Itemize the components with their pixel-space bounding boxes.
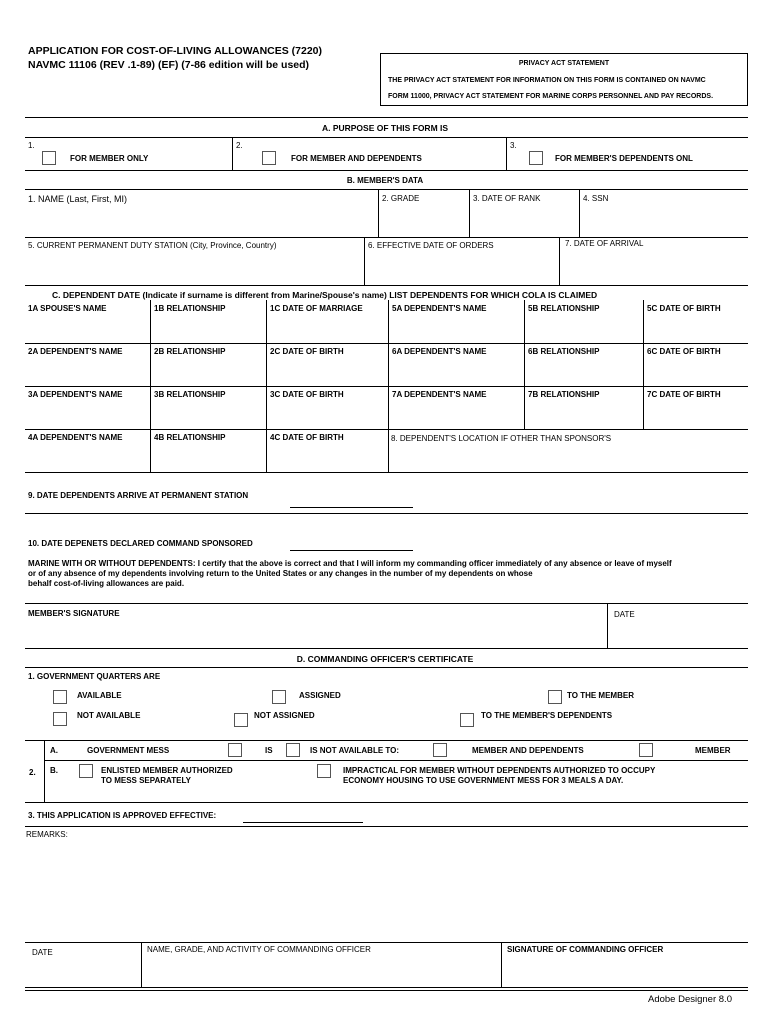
enlisted-mess-checkbox[interactable] — [79, 764, 93, 778]
dependents-only-label: FOR MEMBER'S DEPENDENTS ONL — [555, 154, 693, 163]
date-of-rank-field[interactable]: 3. DATE OF RANK — [473, 194, 541, 203]
to-dependents-checkbox[interactable] — [460, 713, 474, 727]
dependent-6-relationship-field[interactable]: 6B RELATIONSHIP — [528, 347, 600, 356]
form-title: APPLICATION FOR COST-OF-LIVING ALLOWANCES (7220) — [28, 45, 323, 57]
dependent-5-name-field[interactable]: 5A DEPENDENT'S NAME — [392, 304, 487, 313]
privacy-title: PRIVACY ACT STATEMENT — [518, 60, 610, 67]
purpose-3-number: 3. — [510, 141, 517, 150]
certification-line-2: or of any absence of my dependents involving return to the United States or any changes in the number of my dependents on whose — [28, 569, 533, 578]
dependent-2-relationship-field[interactable]: 2B RELATIONSHIP — [154, 347, 226, 356]
spouse-name-field[interactable]: 1A SPOUSE'S NAME — [28, 304, 107, 313]
co-signature-field[interactable]: SIGNATURE OF COMMANDING OFFICER — [507, 945, 664, 954]
quarters-not-assigned-label: NOT ASSIGNED — [254, 711, 315, 720]
quarters-available-checkbox[interactable] — [53, 690, 67, 704]
enlisted-line-1: ENLISTED MEMBER AUTHORIZED — [101, 766, 233, 775]
certification-line-1: MARINE WITH OR WITHOUT DEPENDENTS: I certify that the above is correct and that I will inform my commanding officer immediately of any absence or leave of myself — [28, 559, 672, 568]
quarters-available-label: AVAILABLE — [77, 691, 122, 700]
member-signature-field[interactable]: MEMBER'S SIGNATURE — [28, 609, 120, 618]
member-mess-label: MEMBER — [695, 746, 731, 755]
member-and-dependents-label: FOR MEMBER AND DEPENDENTS — [291, 154, 422, 163]
quarters-not-assigned-checkbox[interactable] — [234, 713, 248, 727]
mess-is-not-checkbox[interactable] — [286, 743, 300, 757]
quarters-not-available-label: NOT AVAILABLE — [77, 711, 141, 720]
item-10-input-line[interactable] — [290, 550, 413, 551]
section-d-title: D. COMMANDING OFFICER'S CERTIFICATE — [296, 654, 474, 664]
privacy-act-box — [380, 53, 748, 106]
approved-effective-label: 3. THIS APPLICATION IS APPROVED EFFECTIVE: — [28, 811, 217, 820]
to-dependents-label: TO THE MEMBER'S DEPENDENTS — [481, 711, 613, 720]
quarters-assigned-checkbox[interactable] — [272, 690, 286, 704]
impractical-line-2: ECONOMY HOUSING TO USE GOVERNMENT MESS FOR 3 MEALS A DAY. — [343, 776, 624, 785]
dependent-5-relationship-field[interactable]: 5B RELATIONSHIP — [528, 304, 600, 313]
arrival-date-field[interactable]: 7. DATE OF ARRIVAL — [565, 239, 644, 248]
member-mess-checkbox[interactable] — [639, 743, 653, 757]
privacy-line-1: THE PRIVACY ACT STATEMENT FOR INFORMATION ON THIS FORM IS CONTAINED ON NAVMC — [388, 77, 706, 84]
item-9-label: 9. DATE DEPENDENTS ARRIVE AT PERMANENT STATION — [28, 491, 249, 500]
quarters-assigned-label: ASSIGNED — [299, 691, 341, 700]
member-signature-date-field[interactable]: DATE — [614, 610, 635, 619]
impractical-checkbox[interactable] — [317, 764, 331, 778]
item-10-label: 10. DATE DEPENETS DECLARED COMMAND SPONSORED — [28, 539, 253, 548]
item-9-input-line[interactable] — [290, 507, 413, 508]
co-name-grade-field[interactable]: NAME, GRADE, AND ACTIVITY OF COMMANDING OFFICER — [147, 945, 371, 954]
member-and-dependents-mess-label: MEMBER AND DEPENDENTS — [472, 746, 584, 755]
item-2b-letter: B. — [50, 766, 58, 775]
remarks-field[interactable]: REMARKS: — [26, 830, 68, 839]
certification-line-3: behalf cost-of-living allowances are paid. — [28, 579, 185, 588]
enlisted-line-2: TO MESS SEPARATELY — [101, 776, 191, 785]
dependent-7-relationship-field[interactable]: 7B RELATIONSHIP — [528, 390, 600, 399]
dependent-7-name-field[interactable]: 7A DEPENDENT'S NAME — [392, 390, 487, 399]
purpose-2-number: 2. — [236, 141, 243, 150]
item-2a-letter: A. — [50, 746, 58, 755]
purpose-1-number: 1. — [28, 141, 35, 150]
mess-is-checkbox[interactable] — [228, 743, 242, 757]
section-c-title: C. DEPENDENT DATE (Indicate if surname is different from Marine/Spouse's name) LIST DEPENDENTS FOR WHICH COLA IS CLAIMED — [52, 290, 598, 300]
member-only-label: FOR MEMBER ONLY — [70, 154, 149, 163]
dependents-only-checkbox[interactable] — [529, 151, 543, 165]
member-and-dependents-mess-checkbox[interactable] — [433, 743, 447, 757]
privacy-line-2: FORM 11000, PRIVACY ACT STATEMENT FOR MARINE CORPS PERSONNEL AND PAY RECORDS. — [388, 93, 714, 100]
name-field[interactable]: 1. NAME (Last, First, MI) — [28, 194, 128, 204]
to-member-checkbox[interactable] — [548, 690, 562, 704]
dependent-3-relationship-field[interactable]: 3B RELATIONSHIP — [154, 390, 226, 399]
dependent-3-name-field[interactable]: 3A DEPENDENT'S NAME — [28, 390, 123, 399]
producer-label: Adobe Designer 8.0 — [648, 994, 732, 1005]
dependent-6-dob-field[interactable]: 6C DATE OF BIRTH — [647, 347, 721, 356]
dependent-4-dob-field[interactable]: 4C DATE OF BIRTH — [270, 433, 344, 442]
dependent-location-field[interactable]: 8. DEPENDENT'S LOCATION IF OTHER THAN SPONSOR'S — [391, 434, 612, 443]
section-a-title: A. PURPOSE OF THIS FORM IS — [321, 123, 449, 133]
dependent-4-relationship-field[interactable]: 4B RELATIONSHIP — [154, 433, 226, 442]
effective-date-field[interactable]: 6. EFFECTIVE DATE OF ORDERS — [368, 241, 494, 250]
spouse-relationship-field[interactable]: 1B RELATIONSHIP — [154, 304, 226, 313]
dependent-3-dob-field[interactable]: 3C DATE OF BIRTH — [270, 390, 344, 399]
to-member-label: TO THE MEMBER — [567, 691, 634, 700]
member-only-checkbox[interactable] — [42, 151, 56, 165]
dependent-2-name-field[interactable]: 2A DEPENDENT'S NAME — [28, 347, 123, 356]
ssn-field[interactable]: 4. SSN — [583, 194, 609, 203]
form-number: NAVMC 11106 (REV .1-89) (EF) (7-86 edition will be used) — [28, 59, 310, 71]
government-mess-label: GOVERNMENT MESS — [87, 746, 170, 755]
dependent-4-name-field[interactable]: 4A DEPENDENT'S NAME — [28, 433, 123, 442]
member-and-dependents-checkbox[interactable] — [262, 151, 276, 165]
grade-field[interactable]: 2. GRADE — [382, 194, 420, 203]
mess-is-not-label: IS NOT AVAILABLE TO: — [310, 746, 400, 755]
co-date-field[interactable]: DATE — [32, 948, 53, 957]
dependent-7-dob-field[interactable]: 7C DATE OF BIRTH — [647, 390, 721, 399]
dependent-2-dob-field[interactable]: 2C DATE OF BIRTH — [270, 347, 344, 356]
quarters-question: 1. GOVERNMENT QUARTERS ARE — [28, 672, 161, 681]
approved-effective-input-line[interactable] — [243, 822, 363, 823]
quarters-not-available-checkbox[interactable] — [53, 712, 67, 726]
impractical-line-1: IMPRACTICAL FOR MEMBER WITHOUT DEPENDENTS AUTHORIZED TO OCCUPY — [343, 766, 656, 775]
mess-is-label: IS — [265, 746, 273, 755]
marriage-date-field[interactable]: 1C DATE OF MARRIAGE — [270, 304, 363, 313]
item-2-number: 2. — [29, 768, 36, 777]
dependent-5-dob-field[interactable]: 5C DATE OF BIRTH — [647, 304, 721, 313]
dependent-6-name-field[interactable]: 6A DEPENDENT'S NAME — [392, 347, 487, 356]
duty-station-field[interactable]: 5. CURRENT PERMANENT DUTY STATION (City, Province, Country) — [28, 241, 277, 250]
section-b-title: B. MEMBER'S DATA — [346, 176, 424, 185]
